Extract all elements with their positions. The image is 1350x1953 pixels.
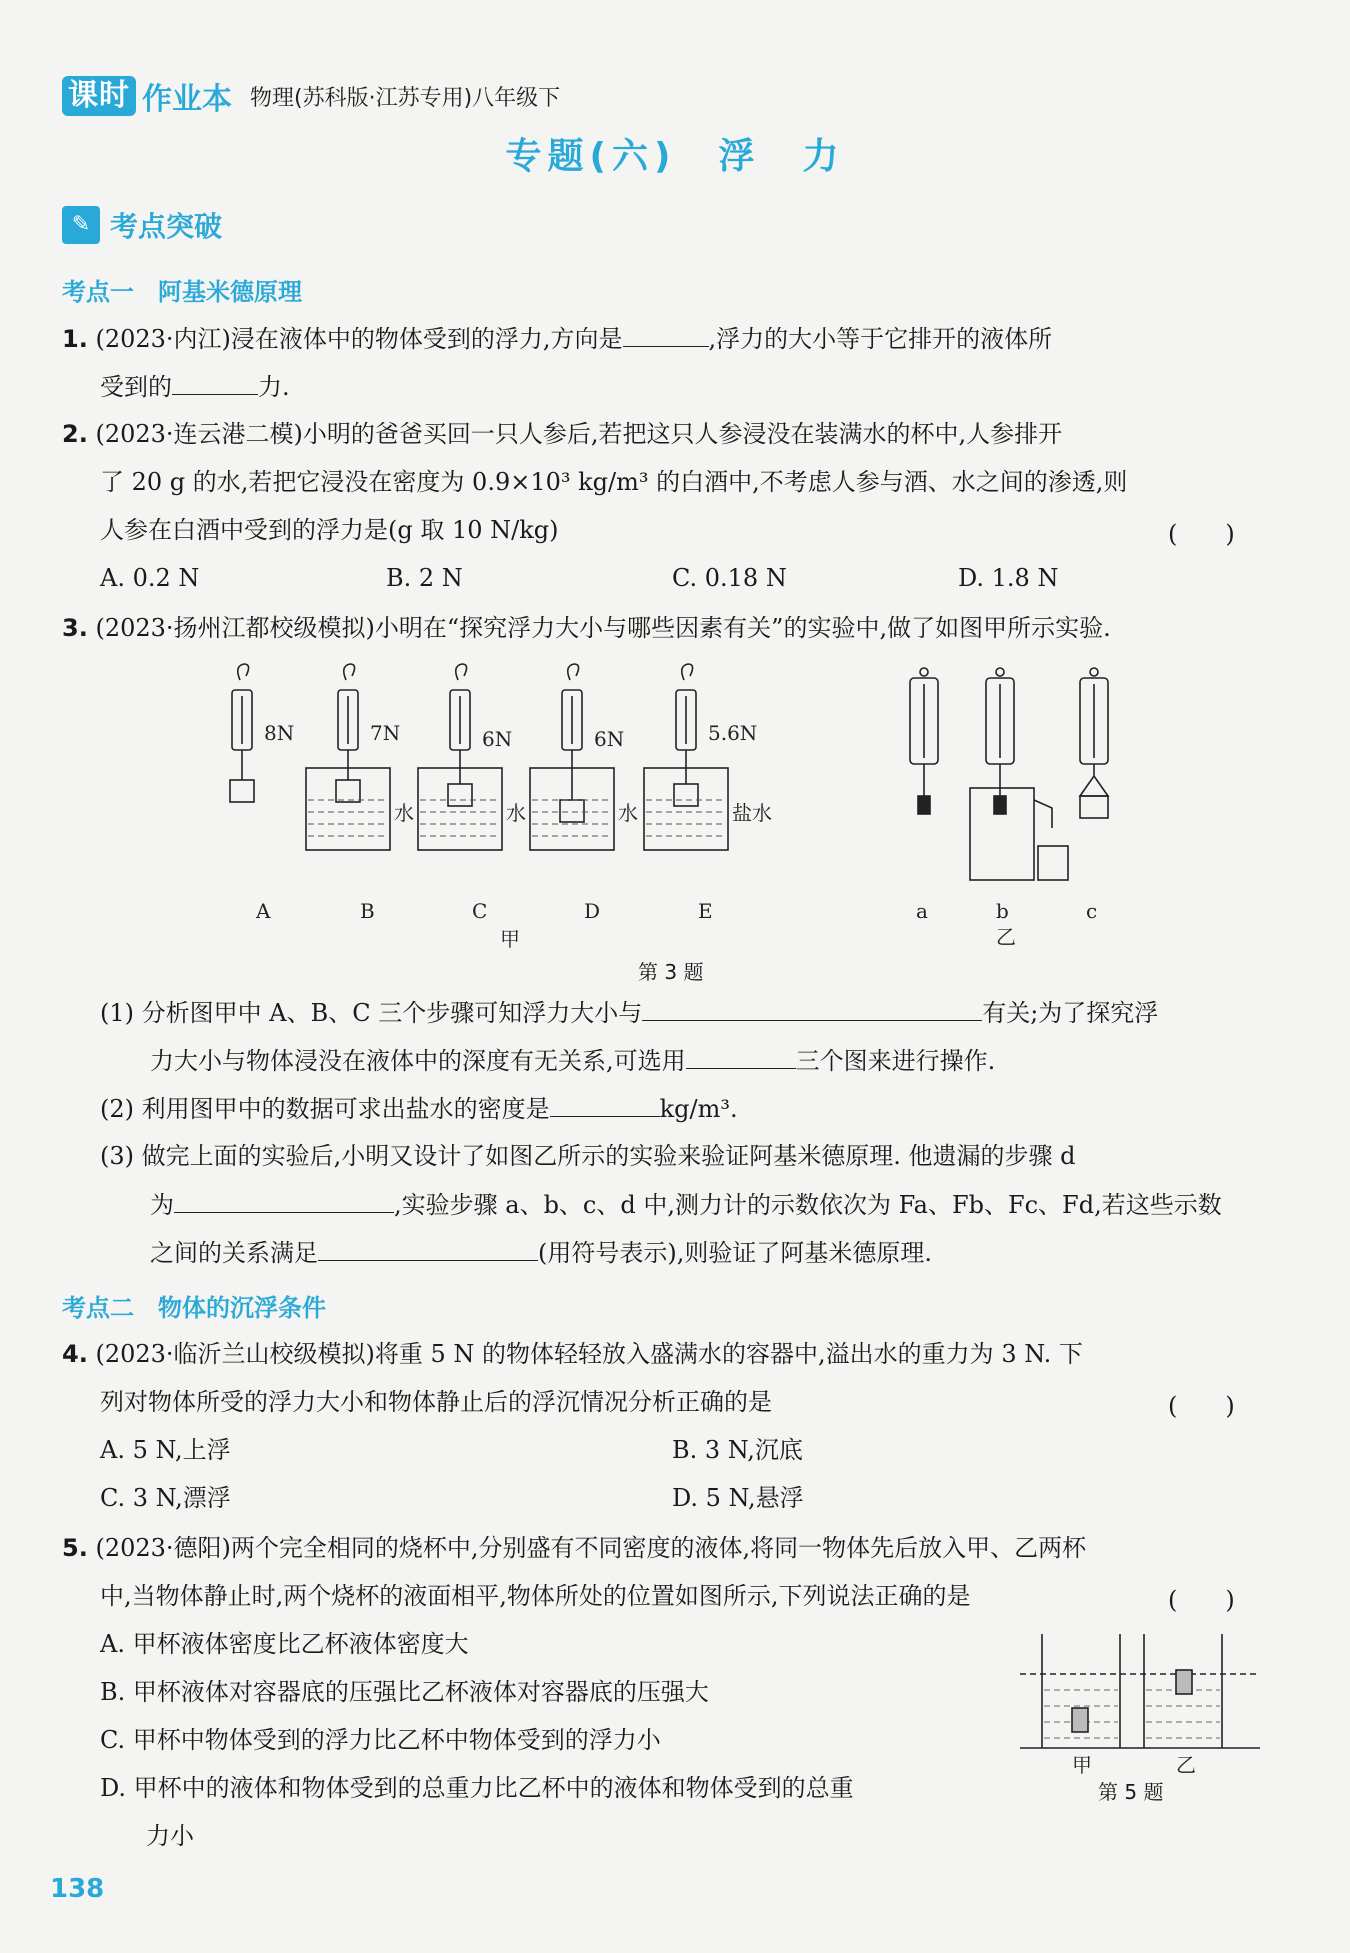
figure-label-yi: 乙 xyxy=(996,925,1016,949)
reading-label: 8N xyxy=(264,721,295,745)
q3-text: (1) 分析图甲中 A、B、C 三个步骤可知浮力大小与 xyxy=(100,999,643,1027)
step-label: A xyxy=(256,899,271,923)
q1-text: (2023·内江)浸在液体中的物体受到的浮力,方向是 xyxy=(95,325,623,353)
q4-option-b: B. 3 N,沉底 xyxy=(672,1436,803,1464)
step-label: E xyxy=(698,899,713,923)
q2-option-d: D. 1.8 N xyxy=(958,564,1059,592)
q3-part1-line1 xyxy=(100,996,1158,1029)
reading-label: 5.6N xyxy=(708,721,758,745)
liquid-label: 盐水 xyxy=(732,801,772,825)
q5-option-c: C. 甲杯中物体受到的浮力比乙杯中物体受到的浮力小 xyxy=(100,1726,661,1754)
q5-line1 xyxy=(62,1532,1086,1564)
section-label: 考点突破 xyxy=(110,210,223,243)
answer-blank[interactable] xyxy=(550,1092,660,1117)
answer-blank[interactable] xyxy=(623,322,709,347)
figure-caption: 第 3 题 xyxy=(638,960,704,984)
liquid-label: 水 xyxy=(506,801,526,825)
q3-line1 xyxy=(62,612,1111,644)
spring-scale xyxy=(970,668,1068,880)
spring-scale xyxy=(644,664,728,850)
q3-figure xyxy=(220,660,1140,960)
q3-text: 力大小与物体浸没在液体中的深度有无关系,可选用 xyxy=(150,1047,686,1075)
q5-option-b: B. 甲杯液体对容器底的压强比乙杯液体对容器底的压强大 xyxy=(100,1678,709,1706)
spring-scale xyxy=(1080,668,1108,818)
spring-scale xyxy=(230,664,254,802)
step-label: B xyxy=(360,899,375,923)
q3-text: (用符号表示),则验证了阿基米德原理. xyxy=(538,1239,932,1267)
q3-text: 三个图来进行操作. xyxy=(795,1047,996,1075)
q1-line1 xyxy=(62,322,1052,355)
q3-text: (2) 利用图甲中的数据可求出盐水的密度是 xyxy=(100,1095,550,1123)
q3-part1-line2 xyxy=(150,1044,995,1077)
spring-scale xyxy=(306,664,390,850)
q3-part2 xyxy=(100,1092,738,1125)
answer-blank[interactable] xyxy=(686,1044,796,1069)
answer-blank[interactable] xyxy=(174,1188,394,1213)
question-number: 2. xyxy=(62,420,88,448)
q4-option-c: C. 3 N,漂浮 xyxy=(100,1484,231,1512)
object xyxy=(1072,1708,1088,1732)
header xyxy=(62,74,560,118)
step-label: b xyxy=(996,899,1009,923)
liquid-label: 水 xyxy=(618,801,638,825)
q5-line2: 中,当物体静止时,两个烧杯的液面相平,物体所处的位置如图所示,下列说法正确的是 xyxy=(100,1582,971,1610)
question-number: 1. xyxy=(62,325,88,353)
spring-scale xyxy=(418,664,502,850)
answer-paren[interactable]: ( ) xyxy=(1168,1392,1235,1420)
page-number: 138 xyxy=(50,1874,105,1904)
q3-part3-line1: (3) 做完上面的实验后,小明又设计了如图乙所示的实验来验证阿基米德原理. 他遗漏的步骤 d xyxy=(100,1142,1076,1170)
question-number: 5. xyxy=(62,1534,88,1562)
figure-label-jia: 甲 xyxy=(500,927,520,951)
q4-text: (2023·临沂兰山校级模拟)将重 5 N 的物体轻轻放入盛满水的容器中,溢出水的重力为 3 N. 下 xyxy=(95,1340,1083,1368)
logo: 课时 xyxy=(62,76,136,116)
q2-option-b: B. 2 N xyxy=(386,564,463,592)
q5-option-a: A. 甲杯液体密度比乙杯液体密度大 xyxy=(100,1630,469,1658)
q3-text: (2023·扬州江都校级模拟)小明在“探究浮力大小与哪些因素有关”的实验中,做了如图甲所示实验. xyxy=(95,614,1111,642)
answer-blank[interactable] xyxy=(642,996,982,1021)
q5-option-d-cont: 力小 xyxy=(146,1822,194,1850)
q1-text: 受到的 xyxy=(100,373,172,401)
step-label: c xyxy=(1086,899,1098,923)
q2-option-a: A. 0.2 N xyxy=(100,564,200,592)
q3-text: ,实验步骤 a、b、c、d 中,测力计的示数依次为 Fa、Fb、Fc、Fd,若这些示数 xyxy=(394,1191,1222,1219)
page-title: 专题(六) 浮 力 xyxy=(505,136,845,177)
answer-paren[interactable]: ( ) xyxy=(1168,1586,1235,1614)
spring-scale xyxy=(910,668,938,814)
logo-text: 作业本 xyxy=(142,82,232,117)
beaker-label: 乙 xyxy=(1176,1753,1196,1777)
q2-text: (2023·连云港二模)小明的爸爸买回一只人参后,若把这只人参浸没在装满水的杯中,人参排开 xyxy=(95,420,1063,448)
reading-label: 6N xyxy=(482,727,513,751)
q3-part3-line2 xyxy=(150,1188,1222,1221)
q4-option-d: D. 5 N,悬浮 xyxy=(672,1484,804,1512)
subject: 物理(苏科版·江苏专用)八年级下 xyxy=(250,85,561,111)
q1-text: 力. xyxy=(258,373,290,401)
spring-scale xyxy=(530,664,614,850)
q3-text: 之间的关系满足 xyxy=(150,1239,318,1267)
q3-text: kg/m³. xyxy=(659,1095,738,1123)
q2-line2: 了 20 g 的水,若把它浸没在密度为 0.9×10³ kg/m³ 的白酒中,不考虑人参与酒、水之间的渗透,则 xyxy=(100,468,1128,496)
step-label: C xyxy=(472,899,488,923)
reading-label: 6N xyxy=(594,727,625,751)
liquid-label: 水 xyxy=(394,801,414,825)
q5-option-d: D. 甲杯中的液体和物体受到的总重力比乙杯中的液体和物体受到的总重 xyxy=(100,1774,854,1802)
question-number: 3. xyxy=(62,614,88,642)
q2-option-c: C. 0.18 N xyxy=(672,564,787,592)
q1-line2 xyxy=(100,370,290,403)
section-header xyxy=(62,205,222,245)
q4-line1 xyxy=(62,1338,1083,1370)
q1-text: ,浮力的大小等于它排开的液体所 xyxy=(708,325,1053,353)
step-label: D xyxy=(584,899,601,923)
step-label: a xyxy=(916,899,928,923)
answer-blank[interactable] xyxy=(318,1236,538,1261)
q2-line3: 人参在白酒中受到的浮力是(g 取 10 N/kg) xyxy=(100,516,559,544)
topic-heading-1: 考点一 阿基米德原理 xyxy=(62,278,302,306)
question-number: 4. xyxy=(62,1340,88,1368)
q3-text: 有关;为了探究浮 xyxy=(982,999,1159,1027)
q2-line1 xyxy=(62,418,1062,450)
topic-heading-2: 考点二 物体的沉浮条件 xyxy=(62,1294,326,1322)
answer-paren[interactable]: ( ) xyxy=(1168,520,1235,548)
breakthrough-icon: ✎ xyxy=(62,206,100,244)
reading-label: 7N xyxy=(370,721,401,745)
q5-text: (2023·德阳)两个完全相同的烧杯中,分别盛有不同密度的液体,将同一物体先后放入甲、乙两杯 xyxy=(95,1534,1087,1562)
q4-line2: 列对物体所受的浮力大小和物体静止后的浮沉情况分析正确的是 xyxy=(100,1388,772,1416)
beaker-label: 甲 xyxy=(1072,1753,1092,1777)
q4-option-a: A. 5 N,上浮 xyxy=(100,1436,231,1464)
q3-text: 为 xyxy=(150,1191,174,1219)
q3-part3-line3 xyxy=(150,1236,932,1269)
object xyxy=(1176,1670,1192,1694)
answer-blank[interactable] xyxy=(172,370,258,395)
figure-caption: 第 5 题 xyxy=(1098,1780,1164,1804)
q5-figure xyxy=(1020,1628,1260,1778)
